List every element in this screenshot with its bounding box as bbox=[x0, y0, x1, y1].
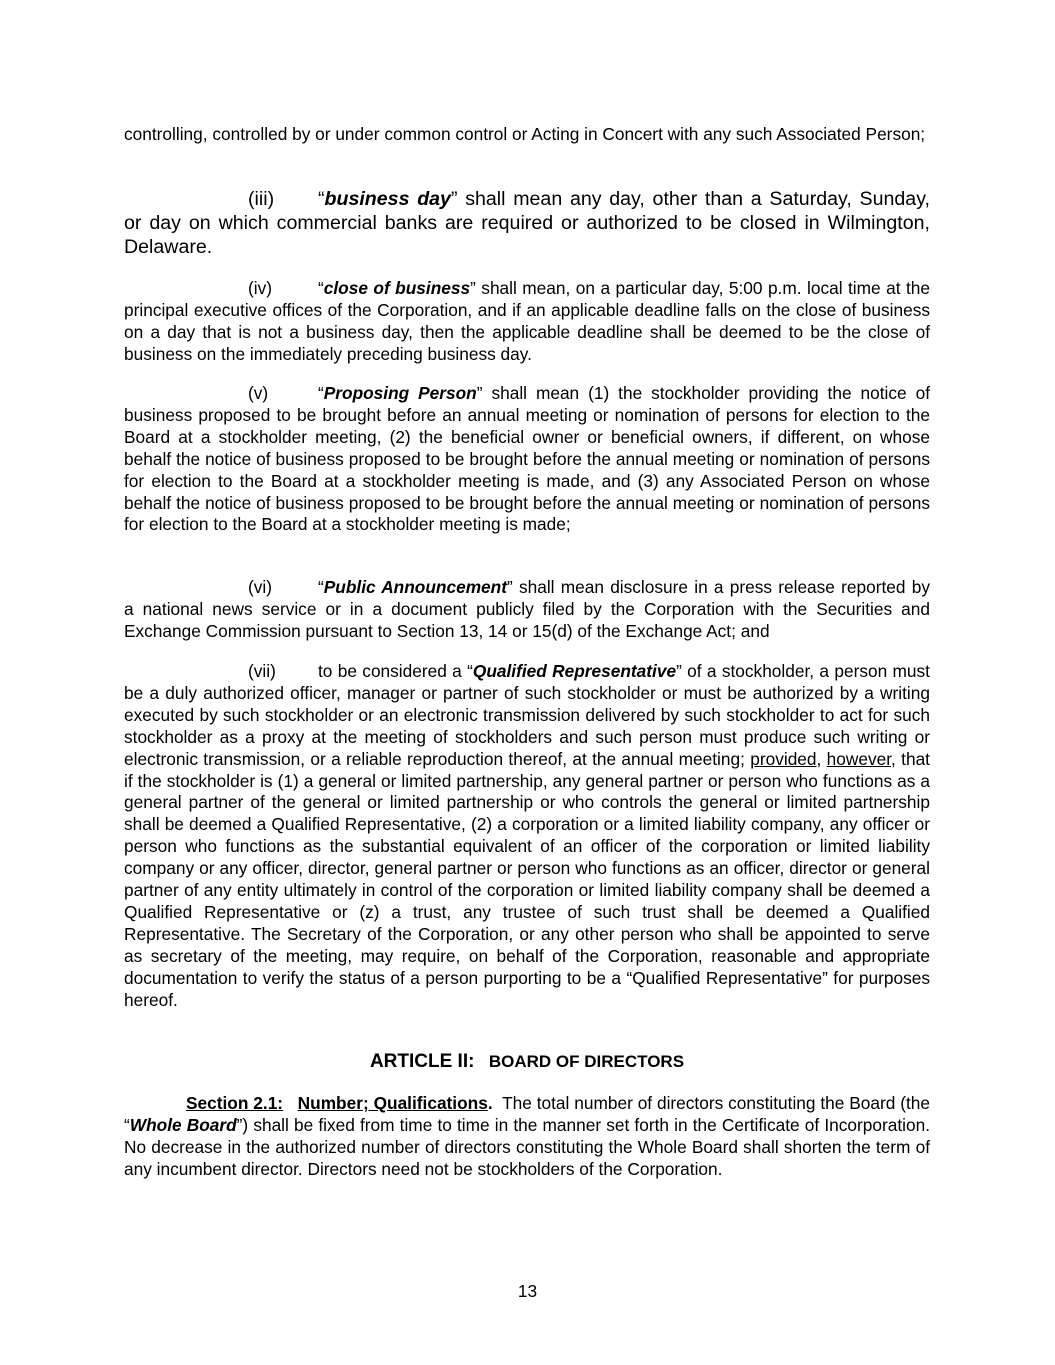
article-heading bbox=[124, 1051, 930, 1073]
definition-proposing-person: (v) “Proposing Person” shall mean (1) the stockholder providing the notice of business proposed to be brought before an annual meeting or nomination of persons for election to the Board at a stockholder meeting, (2) the beneficial owner or beneficial owners, if different, on whose behalf the notice of business proposed to be brought before the annual meeting or nomination of persons for election to the Board at a stockholder meeting is made, and (3) any Associated Person on whose behalf the notice of business proposed to be brought before the annual meeting or nomination of persons for election to the Board at a stockholder meeting is made; bbox=[124, 383, 930, 535]
definition-qualified-representative: (vii) to be considered a “Qualified Representative” of a stockholder, a person must be a duly authorized officer, manager or partner of such stockholder or must be authorized by a writing executed by such stockholder or an electronic transmission delivered by such stockholder to act for such stockholder as a proxy at the meeting of stockholders and such person must produce such writing or electronic transmission, or a reliable reproduction thereof, at the annual meeting; provided, however, that if the stockholder is (1) a general or limited partnership, any general partner or person who functions as a general partner of the general or limited partnership or who controls the general or limited partnership shall be deemed a Qualified Representative, (2) a corporation or a limited liability company, any officer or person who functions as the substantial equivalent of an officer of the corporation or limited liability company or any officer, director, general partner or person who functions as an officer, director or general partner of any entity ultimately in control of the corporation or limited liability company shall be deemed a Qualified Representative or (z) a trust, any trustee of such trust shall be deemed a Qualified Representative. The Secretary of the Corporation, or any other person who shall be appointed to serve as secretary of the meeting, may require, on behalf of the Corporation, reasonable and appropriate documentation to verify the status of a person purporting to be a “Qualified Representative” for purposes hereof. bbox=[124, 661, 930, 1010]
defined-term: Qualified Representative bbox=[472, 661, 677, 681]
definition-business-day: (iii) “business day” shall mean any day, other than a Saturday, Sunday, or day on which commercial banks are required or authorized to be closed in Wilmington, Delaware. bbox=[124, 188, 930, 258]
page-number: 13 bbox=[517, 1281, 538, 1301]
defined-term: Proposing Person bbox=[323, 383, 477, 403]
item-number: (v) bbox=[248, 383, 269, 403]
section-label: Section 2.1: bbox=[186, 1093, 284, 1113]
item-number: (vi) bbox=[248, 577, 272, 597]
definition-public-announcement: (vi) “Public Announcement” shall mean disclosure in a press release reported by a national news service or in a document publicly filed by the Corporation with the Securities and Exchange Commission pursuant to Section 13, 14 or 15(d) of the Exchange Act; and bbox=[124, 577, 930, 641]
defined-term: close of business bbox=[323, 278, 471, 298]
section-2-1-paragraph: Section 2.1: Number; Qualifications. The total number of directors constituting the Board (the “Whole Board”) shall be fixed from time to time in the manner set forth in the Certificate of Incorporation. No decrease in the authorized number of directors constituting the Whole Board shall shorten the term of any incumbent director. Directors need not be stockholders of the Corporation. bbox=[124, 1093, 935, 1179]
article-title: BOARD OF DIRECTORS bbox=[488, 1052, 685, 1071]
continued-paragraph: controlling, controlled by or under common control or Acting in Concert with any such Associated Person; bbox=[124, 124, 926, 144]
however-underlined: however bbox=[826, 748, 892, 769]
section-title: Number; Qualifications bbox=[297, 1093, 488, 1113]
article-label: ARTICLE II: bbox=[369, 1051, 475, 1072]
defined-term: Public Announcement bbox=[323, 577, 507, 597]
provided-underlined: provided bbox=[750, 748, 817, 769]
defined-term: business day bbox=[324, 188, 451, 210]
item-number: (iv) bbox=[248, 278, 272, 298]
definition-close-of-business: (iv) “close of business” shall mean, on a particular day, 5:00 p.m. local time at the principal executive offices of the Corporation, and if an applicable deadline falls on the close of business on a day that is not a business day, then the applicable deadline shall be deemed to be the close of business on the immediately preceding business day. bbox=[124, 278, 930, 364]
item-number: (iii) bbox=[248, 188, 275, 210]
item-number: (vii) bbox=[248, 661, 276, 681]
defined-term: Whole Board bbox=[129, 1114, 237, 1135]
